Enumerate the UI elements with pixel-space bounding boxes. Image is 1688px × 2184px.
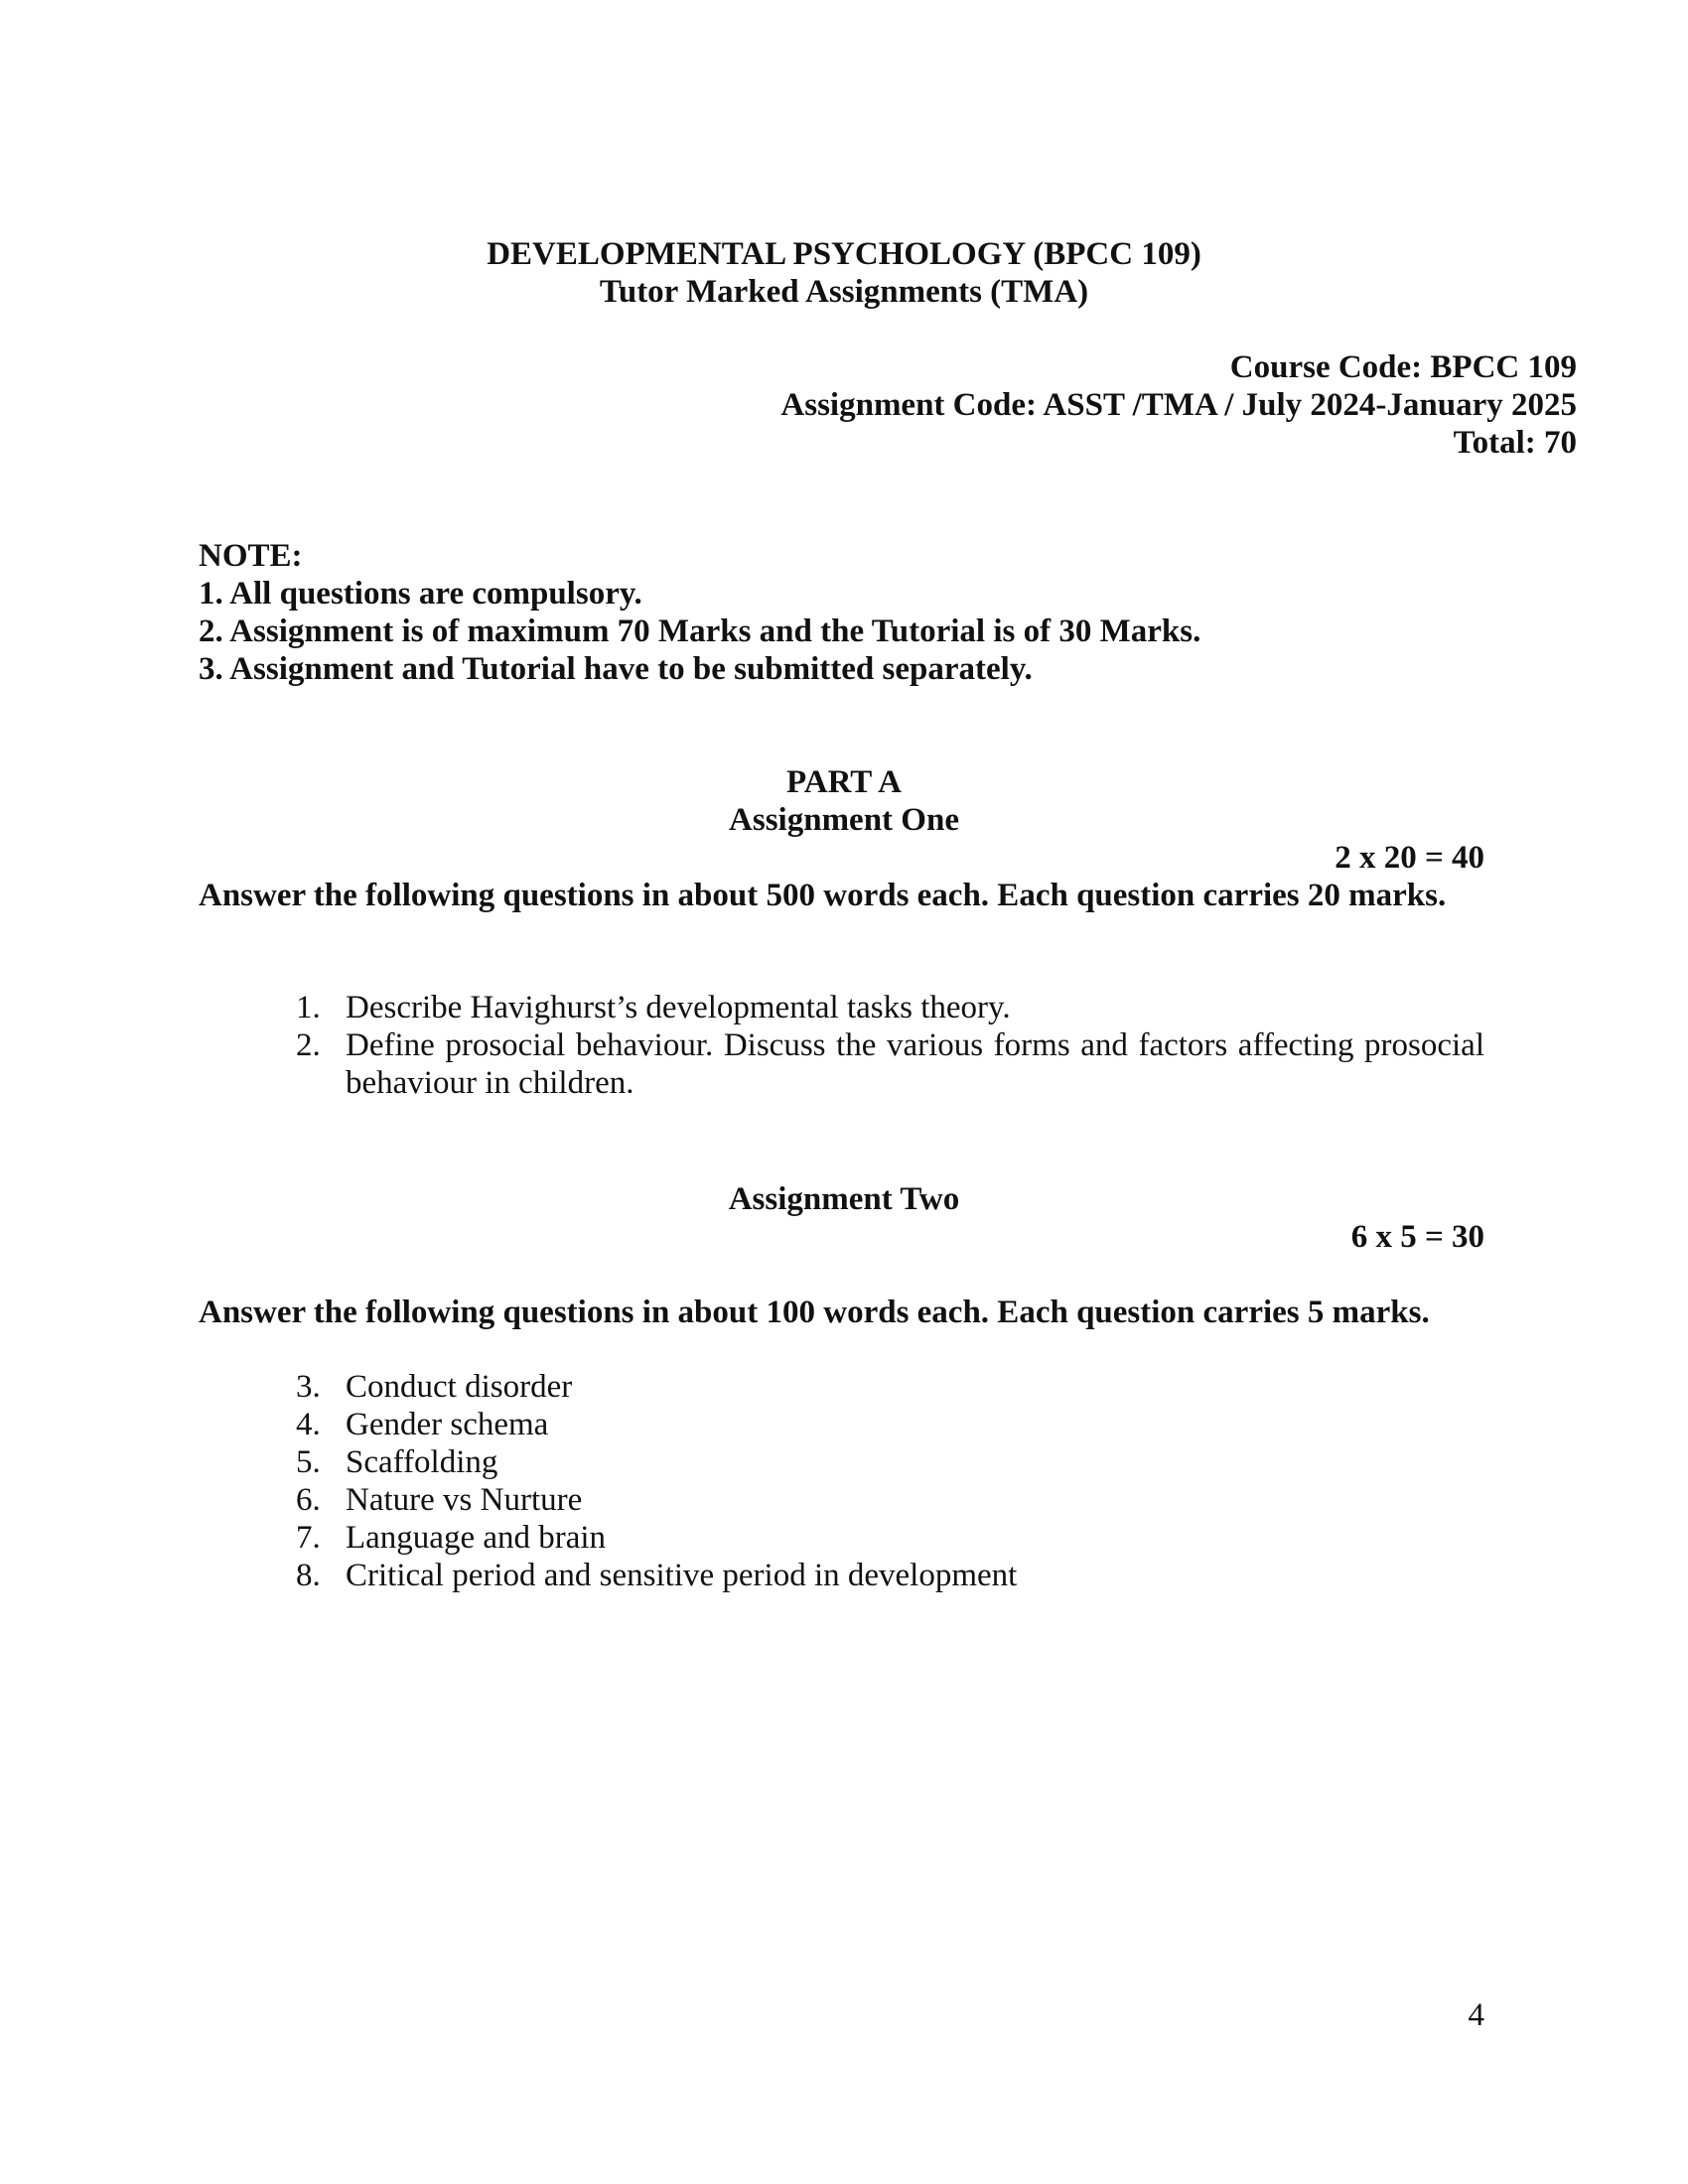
assignment-one-question-list xyxy=(0,989,1484,1102)
question-text: Define prosocial behaviour. Discuss the various forms and factors affecting prosocial behaviour in children. xyxy=(346,1027,1484,1101)
course-code: Course Code: BPCC 109 xyxy=(1229,349,1577,385)
page-number: 4 xyxy=(1468,1997,1484,2033)
total-marks: Total: 70 xyxy=(1453,425,1577,461)
question-item xyxy=(0,1481,1484,1519)
question-text: Gender schema xyxy=(346,1407,549,1442)
question-number: 7. xyxy=(296,1520,321,1556)
question-number: 4. xyxy=(296,1407,321,1442)
question-item xyxy=(0,1557,1484,1594)
question-item xyxy=(0,1519,1484,1557)
question-number: 1. xyxy=(296,990,321,1025)
question-text: Scaffolding xyxy=(346,1444,498,1480)
question-text: Language and brain xyxy=(346,1520,607,1556)
assignment-two-marks: 6 x 5 = 30 xyxy=(1350,1219,1484,1255)
question-number: 8. xyxy=(296,1558,321,1593)
note-item: 3. Assignment and Tutorial have to be submitted separately. xyxy=(199,651,1033,687)
note-heading: NOTE: xyxy=(199,538,303,574)
assignment-one-heading: Assignment One xyxy=(729,802,959,838)
question-number: 3. xyxy=(296,1369,321,1405)
assignment-one-instruction: Answer the following questions in about 500 words each. Each question carries 20 marks. xyxy=(199,878,1447,913)
assignment-code: Assignment Code: ASST /TMA / July 2024-January 2025 xyxy=(780,387,1577,423)
document-subtitle: Tutor Marked Assignments (TMA) xyxy=(599,274,1089,310)
question-item xyxy=(0,1443,1484,1481)
part-a-heading: PART A xyxy=(786,764,902,800)
question-number: 2. xyxy=(296,1027,321,1063)
assignment-one-marks: 2 x 20 = 40 xyxy=(1335,840,1484,876)
note-item: 1. All questions are compulsory. xyxy=(199,576,642,612)
note-item: 2. Assignment is of maximum 70 Marks and the Tutorial is of 30 Marks. xyxy=(199,614,1201,649)
question-item xyxy=(0,1406,1484,1443)
question-text: Conduct disorder xyxy=(346,1369,573,1405)
assignment-two-heading: Assignment Two xyxy=(728,1181,960,1217)
assignment-two-question-list xyxy=(0,1368,1484,1594)
document-title: DEVELOPMENTAL PSYCHOLOGY (BPCC 109) xyxy=(487,236,1201,272)
question-text: Critical period and sensitive period in development xyxy=(346,1558,1018,1593)
assignment-two-instruction: Answer the following questions in about 100 words each. Each question carries 5 marks. xyxy=(199,1295,1430,1330)
question-text: Describe Havighurst’s developmental tasks theory. xyxy=(346,990,1011,1025)
question-number: 6. xyxy=(296,1482,321,1518)
question-item xyxy=(0,1026,1484,1102)
question-item xyxy=(0,1368,1484,1406)
question-text: Nature vs Nurture xyxy=(346,1482,583,1518)
question-item xyxy=(0,989,1484,1026)
question-number: 5. xyxy=(296,1444,321,1480)
